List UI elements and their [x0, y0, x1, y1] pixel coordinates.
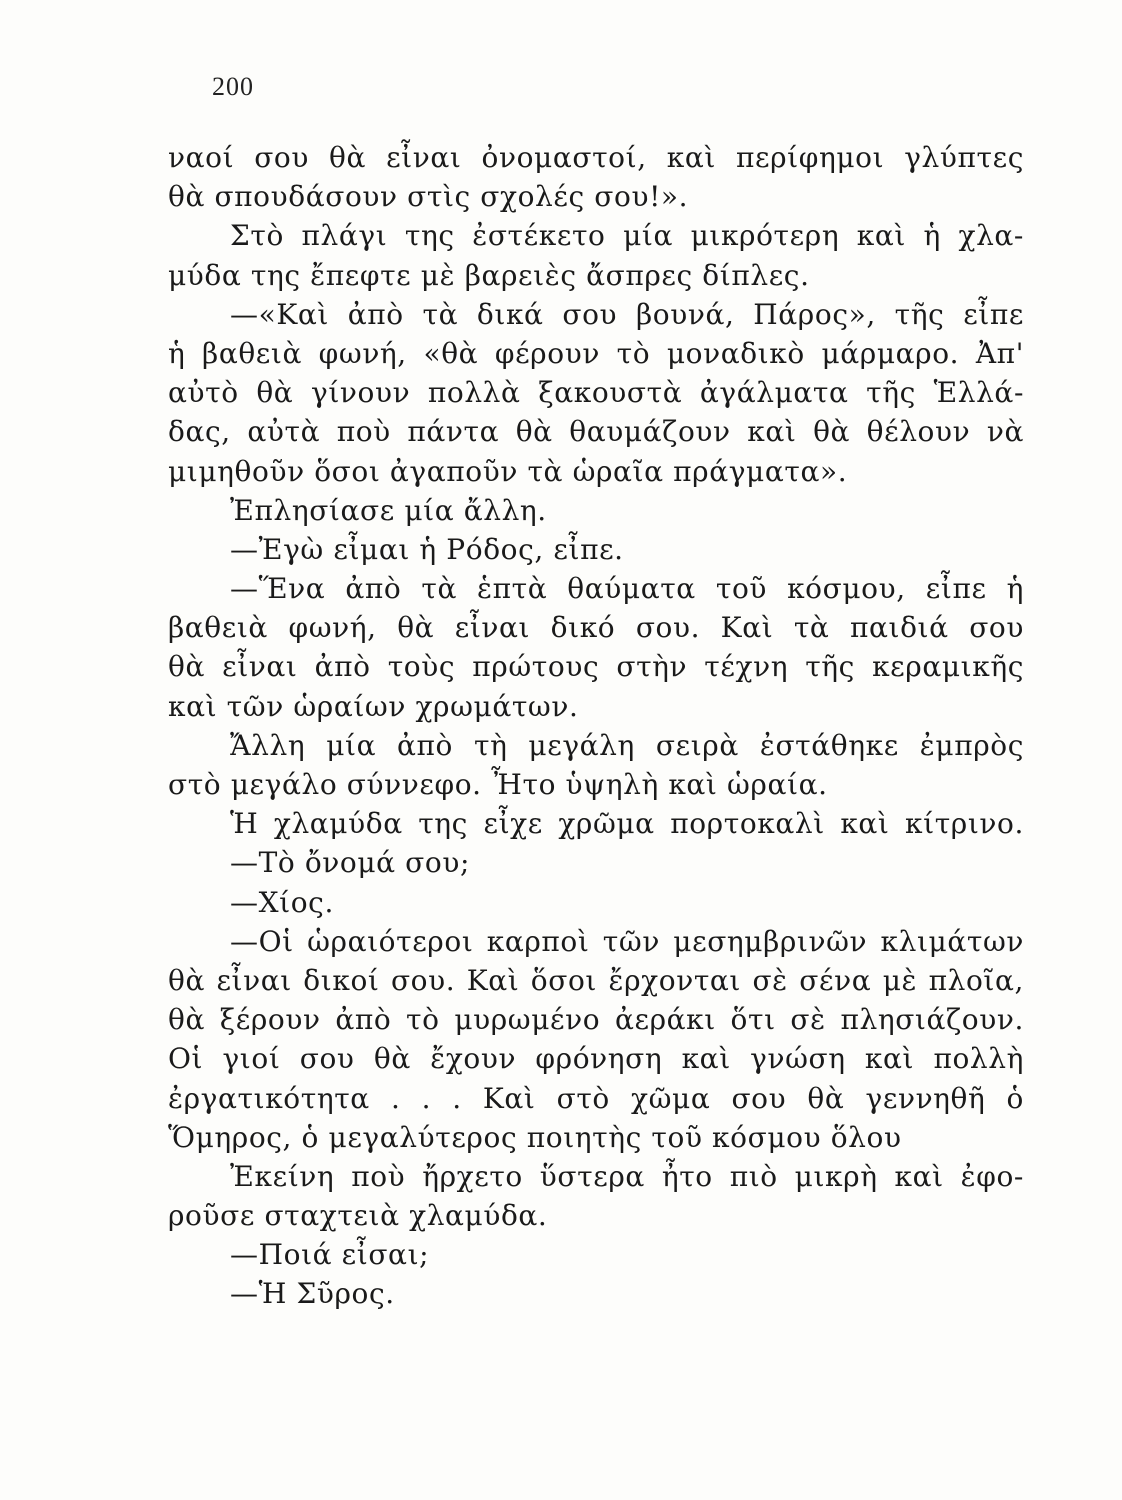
body-text [168, 138, 1024, 1314]
text-line: στὸ μεγάλο σύννεφο. Ἦτο ὑψηλὴ καὶ ὡραία. [168, 768, 828, 801]
text-line: Οἱ γιοί σου θὰ ἔχουν φρόνηση καὶ γνώση καὶ πολλὴ [168, 1042, 1024, 1076]
text-line: Στὸ πλάγι της ἐστέκετο μία μικρότερη καὶ ἡ χλα- [230, 219, 1024, 253]
text-line: βαθειὰ φωνή, θὰ εἶναι δικό σου. Καὶ τὰ παιδιά σου [168, 611, 1024, 645]
text-line: αὐτὸ θὰ γίνουν πολλὰ ξακουστὰ ἀγάλματα τῆς Ἑλλά- [168, 376, 1024, 410]
text-line: καὶ τῶν ὡραίων χρωμάτων. [168, 689, 579, 723]
text-line: —Ἡ Σῦρος. [230, 1277, 395, 1311]
text-line: Ἐκείνη ποὺ ἤρχετο ὕστερα ἦτο πιὸ μικρὴ καὶ ἐφο- [230, 1159, 1024, 1193]
text-line: Ἡ χλαμύδα της εἶχε χρῶμα πορτοκαλὶ καὶ κίτρινο. [230, 807, 1024, 841]
text-line: θὰ εἶναι δικοί σου. Καὶ ὅσοι ἔρχονται σὲ σένα μὲ πλοῖα, [168, 963, 1024, 997]
text-line: θὰ ξέρουν ἀπὸ τὸ μυρωμένο ἀεράκι ὅτι σὲ πλησιάζουν. [168, 1003, 1024, 1037]
text-line: θὰ σπουδάσουν στὶς σχολές σου!». [168, 180, 689, 214]
text-line: —Τὸ ὄνομά σου; [230, 846, 471, 880]
text-line: ναοί σου θὰ εἶναι ὀνομαστοί, καὶ περίφημοι γλύπτες [168, 141, 1024, 174]
text-line: ἡ βαθειὰ φωνή, «θὰ φέρουν τὸ μοναδικὸ μάρμαρο. Ἀπ' [168, 336, 1024, 370]
text-line: —Χίος. [230, 885, 334, 919]
text-line: —Ἕνα ἀπὸ τὰ ἑπτὰ θαύματα τοῦ κόσμου, εἶπε ἡ [230, 572, 1024, 606]
text-line: Ἐπλησίασε μία ἄλλη. [230, 493, 547, 527]
text-line: δας, αὐτὰ ποὺ πάντα θὰ θαυμάζουν καὶ θὰ θέλουν νὰ [168, 415, 1024, 449]
text-line: —«Καὶ ἀπὸ τὰ δικά σου βουνά, Πάρος», τῆς εἶπε [230, 297, 1024, 331]
text-line: —Ποιά εἶσαι; [230, 1238, 430, 1272]
text-line: μύδα της ἔπεφτε μὲ βαρειὲς ἄσπρες δίπλες. [168, 258, 810, 292]
page-number: 200 [212, 72, 254, 101]
text-line: Ὅμηρος, ὁ μεγαλύτερος ποιητὴς τοῦ κόσμου ὅλου [168, 1120, 902, 1154]
text-line: ροῦσε σταχτειὰ χλαμύδα. [168, 1199, 548, 1233]
text-line: θὰ εἶναι ἀπὸ τοὺς πρώτους στὴν τέχνη τῆς κεραμικῆς [168, 650, 1024, 684]
text-line: —Ἐγὼ εἶμαι ἡ Ρόδος, εἶπε. [230, 532, 624, 566]
text-line: μιμηθοῦν ὅσοι ἀγαποῦν τὰ ὡραῖα πράγματα». [168, 454, 848, 488]
text-line: ἐργατικότητα . . . Καὶ στὸ χῶμα σου θὰ γεννηθῆ ὁ [168, 1081, 1024, 1115]
text-line: —Οἱ ὡραιότεροι καρποὶ τῶν μεσημβρινῶν κλιμάτων [230, 924, 1024, 958]
text-line: Ἄλλη μία ἀπὸ τὴ μεγάλη σειρὰ ἐστάθηκε ἐμπρὸς [230, 728, 1024, 762]
